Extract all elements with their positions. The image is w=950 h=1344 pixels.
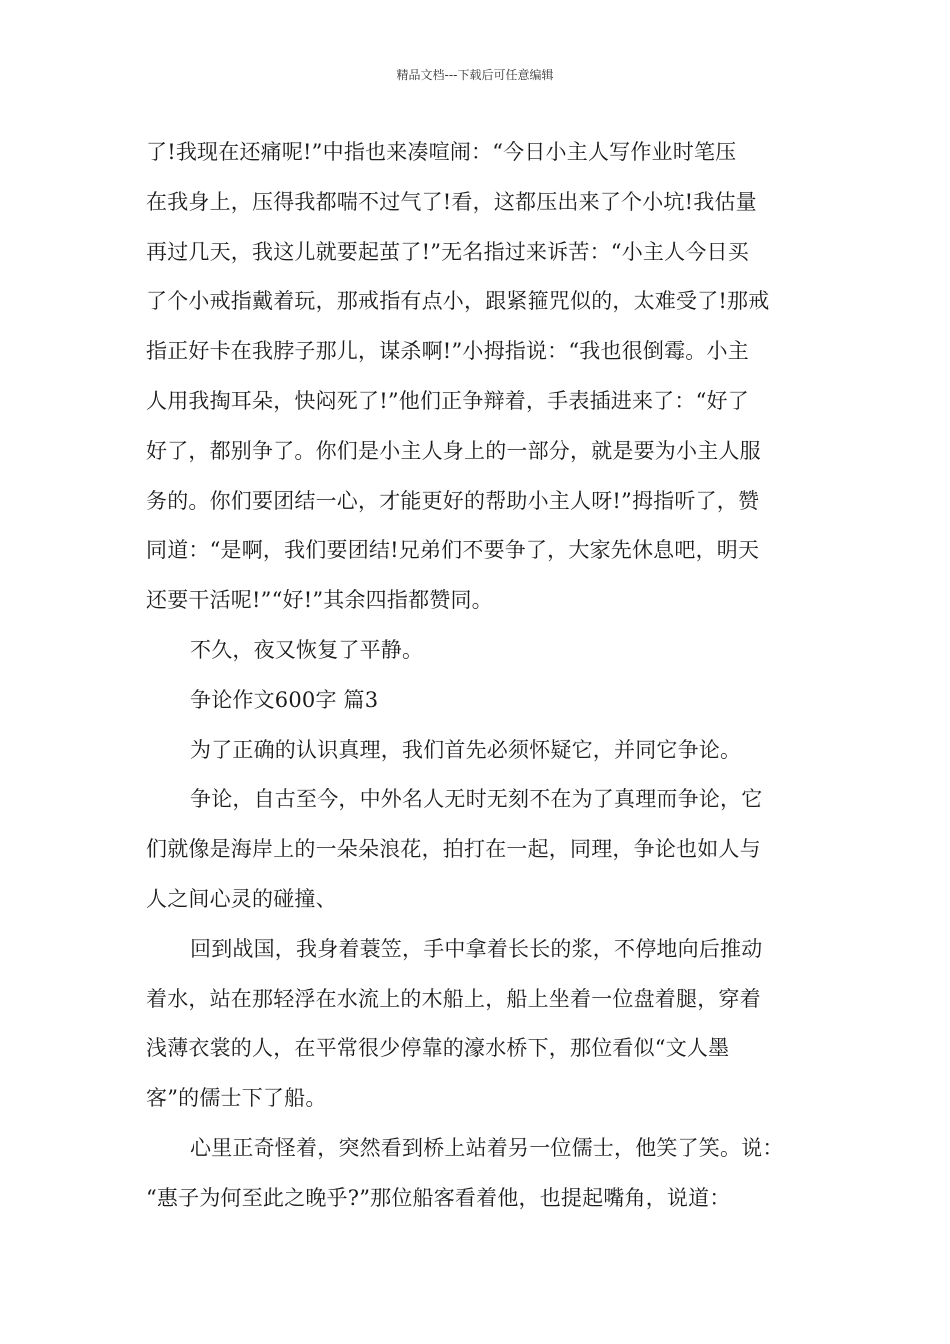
text-line: 为了正确的认识真理，我们首先必须怀疑它，并同它争论。 [190,737,742,762]
text-line: 着水，站在那轻浮在水流上的木船上，船上坐着一位盘着腿，穿着 [146,986,761,1011]
text-line: 们就像是海岸上的一朵朵浪花，拍打在一起，同理，争论也如人与 [146,837,761,862]
text-line: 好了，都别争了。你们是小主人身上的一部分，就是要为小主人服 [146,438,761,463]
text-line: 再过几天，我这儿就要起茧了!”无名指过来诉苦：“小主人今日买 [146,239,749,264]
text-line: 还要干活呢!”“好!”其余四指都赞同。 [146,588,493,613]
text-line: 了个小戒指戴着玩，那戒指有点小，跟紧箍咒似的，太难受了!那戒 [146,289,770,314]
document-body [146,128,816,1224]
text-line: 回到战国，我身着蓑笠，手中拿着长长的浆，不停地向后推动 [190,936,763,961]
section-heading: 争论作文600字 篇3 [190,687,379,712]
text-line: 浅薄衣裳的人，在平常很少停靠的濠水桥下，那位看似“文人墨 [146,1036,730,1061]
text-line: 务的。你们要团结一心，才能更好的帮助小主人呀!”拇指听了，赞 [146,488,760,513]
text-line: 了!我现在还痛呢!”中指也来凑喧闹：“今日小主人写作业时笔压 [146,140,737,164]
text-line: 争论，自古至今，中外名人无时无刻不在为了真理而争论，它 [190,787,763,812]
text-line: 指正好卡在我脖子那儿，谋杀啊!”小拇指说：“我也很倒霉。小主 [146,339,749,364]
text-line: 人之间心灵的碰撞、 [146,886,337,911]
text-line: 同道：“是啊，我们要团结!兄弟们不要争了，大家先休息吧，明天 [146,538,760,563]
text-line: 人用我掏耳朵，快闷死了!”他们正争辩着，手表插进来了：“好了 [146,388,749,413]
text-line: 心里正奇怪着，突然看到桥上站着另一位儒士，他笑了笑。说： [190,1135,784,1160]
text-line: 客”的儒士下了船。 [146,1086,327,1111]
text-line: 不久，夜又恢复了平静。 [190,637,424,662]
text-line: “惠子为何至此之晚乎?”那位船客看着他，也提起嘴角，说道： [146,1185,731,1210]
page-header: 精品文档---下载后可任意编辑 [396,68,554,82]
text-line: 在我身上，压得我都喘不过气了!看，这都压出来了个小坑!我估量 [146,189,757,214]
